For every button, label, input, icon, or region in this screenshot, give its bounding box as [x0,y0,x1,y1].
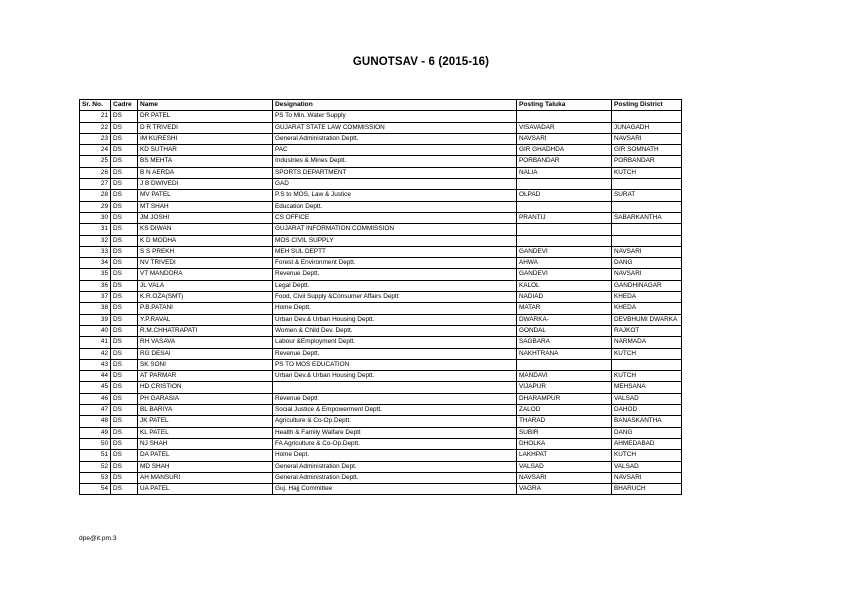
posting-taluka-cell: GIR GHADHDA [517,145,612,156]
posting-district-cell: AHMEDABAD [612,438,682,449]
column-header-sr-no: Sr. No. [80,100,111,111]
posting-district-cell: GANDHINAGAR [612,280,682,291]
name-cell: KS DIWAN [138,224,273,235]
cadre-cell: DS [111,167,138,178]
table-row [80,122,682,133]
sr-no-cell: 53 [80,472,111,483]
name-cell: J B DWIVEDI [138,179,273,190]
cadre-cell: DS [111,337,138,348]
sr-no-cell: 38 [80,303,111,314]
table-row [80,450,682,461]
posting-taluka-cell [517,179,612,190]
posting-taluka-cell: PORBANDAR [517,156,612,167]
sr-no-cell: 31 [80,224,111,235]
name-cell: KL PATEL [138,427,273,438]
sr-no-cell: 27 [80,179,111,190]
posting-district-cell: KUTCH [612,450,682,461]
designation-cell: P.S to MOS, Law & Justice [273,190,517,201]
posting-taluka-cell: DHARAMPUR [517,393,612,404]
cadre-cell: DS [111,235,138,246]
name-cell: BL BARIYA [138,405,273,416]
posting-district-cell: GIR SOMNATH [612,145,682,156]
sr-no-cell: 48 [80,416,111,427]
posting-taluka-cell: ZALOD [517,405,612,416]
name-cell: R.M.CHHATRAPATI [138,325,273,336]
posting-district-cell: MEHSANA [612,382,682,393]
table-row [80,201,682,212]
posting-taluka-cell: KALOL [517,280,612,291]
table-row [80,280,682,291]
designation-cell: Women & Child Dev. Deptt. [273,325,517,336]
sr-no-cell: 39 [80,314,111,325]
sr-no-cell: 30 [80,212,111,223]
sr-no-cell: 45 [80,382,111,393]
posting-taluka-cell: GANDEVI [517,246,612,257]
posting-district-cell [612,111,682,122]
cadre-cell: DS [111,179,138,190]
posting-taluka-cell: OLPAD [517,190,612,201]
sr-no-cell: 29 [80,201,111,212]
cadre-cell: DS [111,303,138,314]
posting-district-cell: NAVSARI [612,133,682,144]
column-header-posting-district: Posting District [612,100,682,111]
posting-district-cell: NARMADA [612,337,682,348]
name-cell: NJ SHAH [138,438,273,449]
name-cell: SK SONI [138,359,273,370]
name-cell: VT MANDORA [138,269,273,280]
designation-cell: Industries & Mines Deptt. [273,156,517,167]
designation-cell: PS TO MOS EDUCATION [273,359,517,370]
table-row [80,292,682,303]
posting-district-cell: SABARKANTHA [612,212,682,223]
posting-district-cell: RAJKOT [612,325,682,336]
column-header-cadre: Cadre [111,100,138,111]
designation-cell: GUJARAT INFORMATION COMMISSION [273,224,517,235]
designation-cell: SPORTS DEPARTMENT [273,167,517,178]
cadre-cell: DS [111,371,138,382]
sr-no-cell: 25 [80,156,111,167]
sr-no-cell: 36 [80,280,111,291]
name-cell: IM KURESHI [138,133,273,144]
sr-no-cell: 50 [80,438,111,449]
sr-no-cell: 52 [80,461,111,472]
cadre-cell: DS [111,111,138,122]
page-title: GUNOTSAV - 6 (2015-16) [352,56,490,68]
name-cell: PH GARASIA [138,393,273,404]
table-row [80,427,682,438]
table-row [80,111,682,122]
name-cell: K D MODHA [138,235,273,246]
posting-district-cell [612,359,682,370]
designation-cell: Revenue Deptt. [273,269,517,280]
table-row [80,258,682,269]
table-row [80,224,682,235]
posting-district-cell: SURAT [612,190,682,201]
sr-no-cell: 24 [80,145,111,156]
posting-district-cell: PORBANDAR [612,156,682,167]
table-row [80,235,682,246]
posting-taluka-cell: LAKHPAT [517,450,612,461]
table-body [80,111,682,495]
posting-taluka-cell: THARAD [517,416,612,427]
table-row [80,337,682,348]
posting-district-cell: KHEDA [612,303,682,314]
designation-cell: General Administration Deptt. [273,133,517,144]
table-row [80,246,682,257]
cadre-cell: DS [111,246,138,257]
designation-cell: Revenue Deptt. [273,348,517,359]
sr-no-cell: 46 [80,393,111,404]
name-cell: JK PATEL [138,416,273,427]
posting-taluka-cell: DHOLKA [517,438,612,449]
name-cell: JL VALA [138,280,273,291]
cadre-cell: DS [111,280,138,291]
sr-no-cell: 22 [80,122,111,133]
name-cell: UA PATEL [138,484,273,495]
posting-district-cell [612,179,682,190]
officer-table [79,99,682,495]
table-row [80,438,682,449]
cadre-cell: DS [111,416,138,427]
posting-district-cell: KUTCH [612,167,682,178]
designation-cell: Revenue Deptt [273,393,517,404]
cadre-cell: DS [111,438,138,449]
posting-taluka-cell: SUBIR [517,427,612,438]
cadre-cell: DS [111,224,138,235]
cadre-cell: DS [111,258,138,269]
designation-cell: Education Deptt. [273,201,517,212]
sr-no-cell: 21 [80,111,111,122]
posting-district-cell: DEVBHUMI DWARKA [612,314,682,325]
name-cell: MT SHAH [138,201,273,212]
posting-taluka-cell [517,111,612,122]
table-row [80,359,682,370]
designation-cell [273,382,517,393]
cadre-cell: DS [111,292,138,303]
designation-cell: General Administration Dept. [273,461,517,472]
designation-cell: PAC [273,145,517,156]
designation-cell: Urban Dev.& Urban Housing Deptt. [273,371,517,382]
posting-district-cell: DANG [612,258,682,269]
posting-taluka-cell: VISAVADAR [517,122,612,133]
sr-no-cell: 42 [80,348,111,359]
name-cell: KD SUTHAR [138,145,273,156]
table-row [80,382,682,393]
posting-taluka-cell: NADIAD [517,292,612,303]
name-cell: S S PREKH [138,246,273,257]
table-row [80,484,682,495]
posting-district-cell: BHARUCH [612,484,682,495]
table-row [80,325,682,336]
posting-district-cell: DANG [612,427,682,438]
sr-no-cell: 51 [80,450,111,461]
cadre-cell: DS [111,427,138,438]
cadre-cell: DS [111,484,138,495]
table-row [80,269,682,280]
designation-cell: Urban Dev.& Urban Housing Deptt. [273,314,517,325]
cadre-cell: DS [111,201,138,212]
name-cell: DR PATEL [138,111,273,122]
posting-taluka-cell: VALSAD [517,461,612,472]
table-row [80,167,682,178]
posting-taluka-cell: SAGBARA [517,337,612,348]
column-header-posting-taluka: Posting Taluka [517,100,612,111]
designation-cell: Social Justice & Empowerment Deptt. [273,405,517,416]
name-cell: MD SHAH [138,461,273,472]
name-cell: AH MANSURI [138,472,273,483]
sr-no-cell: 23 [80,133,111,144]
posting-taluka-cell: GONDAL [517,325,612,336]
sr-no-cell: 37 [80,292,111,303]
cadre-cell: DS [111,122,138,133]
posting-taluka-cell [517,359,612,370]
posting-district-cell: JUNAGADH [612,122,682,133]
table-row [80,472,682,483]
table-row [80,156,682,167]
sr-no-cell: 35 [80,269,111,280]
name-cell: BS MEHTA [138,156,273,167]
designation-cell: Home Dept. [273,450,517,461]
posting-taluka-cell: MANDAVI [517,371,612,382]
designation-cell: Agriculture & Co-Op.Deptt. [273,416,517,427]
table-row [80,145,682,156]
posting-taluka-cell: PRANTIJ [517,212,612,223]
footer-reference: dpe@it.pm.3 [79,535,117,542]
posting-taluka-cell [517,201,612,212]
designation-cell: GUJARAT STATE LAW COMMISSION [273,122,517,133]
posting-taluka-cell: NAVSARI [517,133,612,144]
designation-cell: GAD [273,179,517,190]
name-cell: Y.P.RAVAL [138,314,273,325]
name-cell: B N AERDA [138,167,273,178]
sr-no-cell: 47 [80,405,111,416]
table-row [80,303,682,314]
designation-cell: Legal Deptt. [273,280,517,291]
designation-cell: MOS CIVIL SUPPLY [273,235,517,246]
designation-cell: Guj. Hajj Committee [273,484,517,495]
cadre-cell: DS [111,450,138,461]
name-cell: D R TRIVEDI [138,122,273,133]
column-header-designation: Designation [273,100,517,111]
cadre-cell: DS [111,472,138,483]
posting-taluka-cell: AHWA [517,258,612,269]
cadre-cell: DS [111,382,138,393]
posting-district-cell: NAVSARI [612,269,682,280]
posting-district-cell [612,224,682,235]
sr-no-cell: 44 [80,371,111,382]
sr-no-cell: 34 [80,258,111,269]
posting-taluka-cell: MATAR [517,303,612,314]
posting-taluka-cell: NAVSARI [517,472,612,483]
posting-taluka-cell [517,235,612,246]
cadre-cell: DS [111,314,138,325]
posting-district-cell: KUTCH [612,348,682,359]
sr-no-cell: 40 [80,325,111,336]
sr-no-cell: 33 [80,246,111,257]
posting-taluka-cell: VAGRA [517,484,612,495]
table-row [80,371,682,382]
posting-taluka-cell [517,224,612,235]
table-header-row [80,100,682,111]
name-cell: JM JOSHI [138,212,273,223]
table-row [80,461,682,472]
posting-district-cell: DAHOD [612,405,682,416]
name-cell: HD CRISTION [138,382,273,393]
table-row [80,314,682,325]
designation-cell: Labour &Employment Deptt. [273,337,517,348]
designation-cell: Forest & Environment Deptt. [273,258,517,269]
name-cell: RH VASAVA [138,337,273,348]
cadre-cell: DS [111,269,138,280]
cadre-cell: DS [111,156,138,167]
posting-taluka-cell: DWARKA- [517,314,612,325]
sr-no-cell: 32 [80,235,111,246]
designation-cell: CS OFFICE [273,212,517,223]
table-row [80,393,682,404]
posting-taluka-cell: NALIA [517,167,612,178]
name-cell: MV PATEL [138,190,273,201]
name-cell: RG DESAI [138,348,273,359]
cadre-cell: DS [111,461,138,472]
posting-taluka-cell: GANDEVI [517,269,612,280]
table-row [80,405,682,416]
posting-district-cell: VALSAD [612,461,682,472]
name-cell: DA PATEL [138,450,273,461]
posting-district-cell: NAVSARI [612,246,682,257]
posting-district-cell: KUTCH [612,371,682,382]
posting-district-cell [612,201,682,212]
name-cell: NV TRIVEDI [138,258,273,269]
sr-no-cell: 54 [80,484,111,495]
posting-district-cell: NAVSARI [612,472,682,483]
cadre-cell: DS [111,325,138,336]
table-row [80,416,682,427]
posting-district-cell: BANASKANTHA [612,416,682,427]
cadre-cell: DS [111,133,138,144]
designation-cell: PS To Min. Water Supply [273,111,517,122]
sr-no-cell: 26 [80,167,111,178]
sr-no-cell: 43 [80,359,111,370]
cadre-cell: DS [111,212,138,223]
designation-cell: MEH SUL DEPTT [273,246,517,257]
cadre-cell: DS [111,359,138,370]
table-row [80,133,682,144]
designation-cell: Home Deptt. [273,303,517,314]
posting-district-cell: VALSAD [612,393,682,404]
sr-no-cell: 41 [80,337,111,348]
cadre-cell: DS [111,190,138,201]
posting-district-cell: KHEDA [612,292,682,303]
table-row [80,348,682,359]
posting-taluka-cell: NAKHTRANA [517,348,612,359]
table-row [80,190,682,201]
designation-cell: FA Agriculture & Co-Op.Deptt. [273,438,517,449]
sr-no-cell: 28 [80,190,111,201]
cadre-cell: DS [111,145,138,156]
designation-cell: Food, Civil Supply &Consumer Affairs Deptt [273,292,517,303]
name-cell: AT PARMAR [138,371,273,382]
name-cell: P.B.PATANI [138,303,273,314]
posting-taluka-cell: VIJAPUR [517,382,612,393]
column-header-name: Name [138,100,273,111]
posting-district-cell [612,235,682,246]
table-row [80,212,682,223]
cadre-cell: DS [111,348,138,359]
table-row [80,179,682,190]
designation-cell: General Administration Deptt. [273,472,517,483]
cadre-cell: DS [111,393,138,404]
cadre-cell: DS [111,405,138,416]
name-cell: K.R.OZA(SMT) [138,292,273,303]
sr-no-cell: 49 [80,427,111,438]
designation-cell: Health & Family Walfare Deptt [273,427,517,438]
